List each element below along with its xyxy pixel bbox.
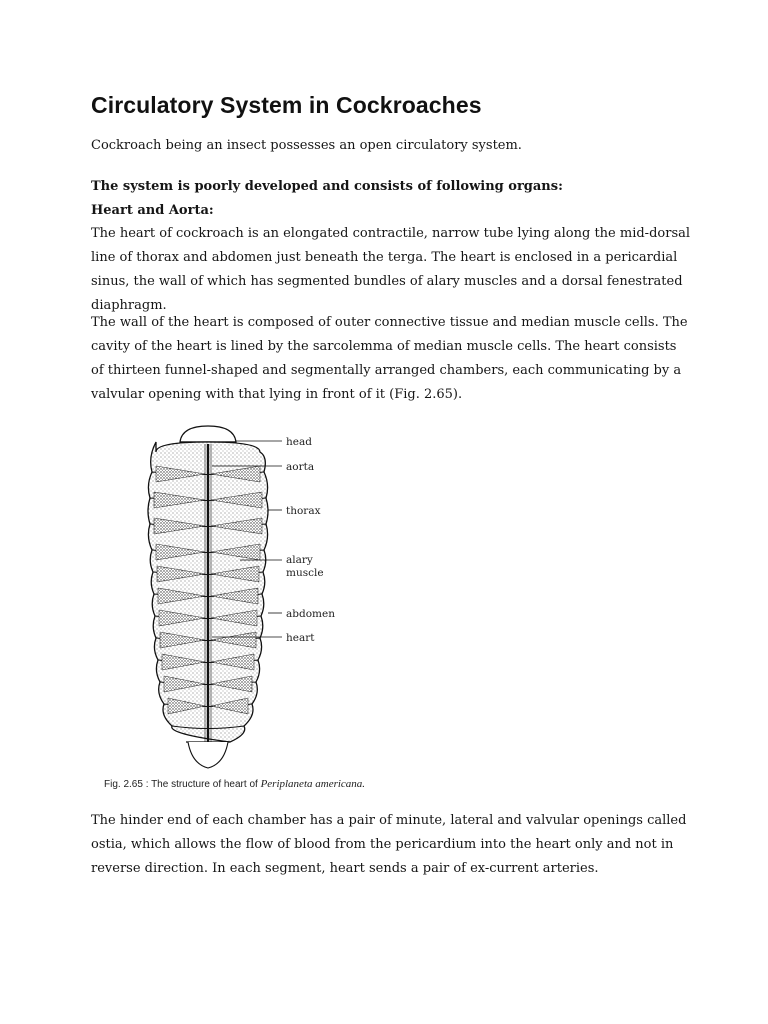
label-heart: heart <box>286 632 315 644</box>
label-muscle: muscle <box>286 567 324 579</box>
bold-heading-text: The system is poorly developed and consists of following organs: <box>91 179 563 194</box>
caption-prefix: Fig. 2.65 : The structure of heart of <box>104 779 261 790</box>
paragraph-2: The wall of the heart is composed of outer connective tissue and median muscle cells. The cavity of the heart is lined by the sarcolemma of median muscle cells. The heart consists of thirteen funnel-shaped and segmentally arranged chambers, each communicating by a valvular opening with that lying in front of it (Fig. 2.65). <box>91 315 688 402</box>
label-thorax: thorax <box>286 505 321 517</box>
subheading <box>91 199 691 223</box>
page-title: Circulatory System in Cockroaches <box>91 92 482 118</box>
paragraph-3: The hinder end of each chamber has a pair of minute, lateral and valvular openings called ostia, which allows the flow of blood from the pericardium into the heart only and not in reverse direction. In each segment, heart sends a pair of ex-current arteries. <box>91 813 687 876</box>
tail-shape <box>188 742 228 768</box>
caption-species: Periplaneta americana. <box>260 778 366 790</box>
head-shape <box>180 426 236 442</box>
label-head: head <box>286 436 312 448</box>
paragraph-heart-description <box>91 222 691 318</box>
intro-text: Cockroach being an insect possesses an open circulatory system. <box>91 138 522 153</box>
label-alary: alary <box>286 554 313 566</box>
paragraph-1: The heart of cockroach is an elongated contractile, narrow tube lying along the mid-dorsal line of thorax and abdomen just beneath the terga. The heart is enclosed in a pericardial sinus, the wall of which has segmented bundles of alary muscles and a dorsal fenestrated diaphragm. <box>91 226 691 313</box>
figure-caption <box>104 778 365 790</box>
label-aorta: aorta <box>286 461 315 473</box>
subheading-text: Heart and Aorta: <box>91 203 214 218</box>
paragraph-ostia <box>91 809 691 881</box>
section-heading <box>91 175 691 199</box>
heart-figure <box>100 420 390 800</box>
cockroach-heart-diagram <box>100 420 390 790</box>
paragraph-heart-wall <box>91 311 691 407</box>
intro-paragraph <box>91 134 691 158</box>
label-abdomen: abdomen <box>286 608 335 620</box>
